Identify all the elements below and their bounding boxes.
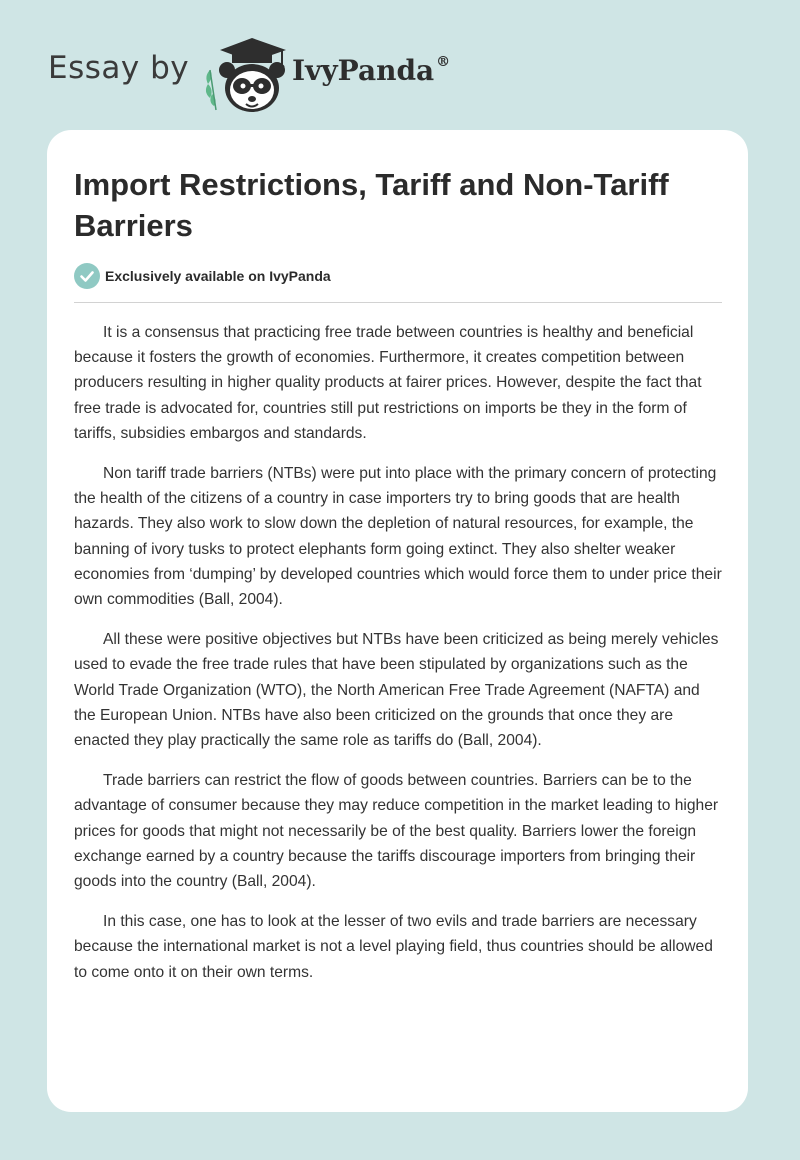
essay-body [74, 320, 724, 1000]
panda-graduate-icon [200, 36, 300, 116]
exclusive-badge [74, 263, 331, 289]
exclusive-badge-text: Exclusively available on IvyPanda [105, 268, 331, 284]
essay-by-label: Essay by [48, 50, 190, 86]
registered-mark: ® [436, 53, 451, 70]
brand-name: IvyPanda ® [292, 53, 451, 87]
site-header [48, 30, 608, 110]
paragraph: All these were positive objectives but NTBs have been criticized as being merely vehicles used to evade the free trade rules that have been stipulated by organizations such as the World Trade Organization (WTO), the North American Free Trade Agreement (NAFTA) and the European Union. NTBs have also been criticized on the grounds that once they are enacted they play practically the same role as tariffs do (Ball, 2004). [74, 631, 719, 750]
check-circle-icon [74, 263, 100, 289]
paragraph: In this case, one has to look at the lesser of two evils and trade barriers are necessary because the international market is not a level playing field, thus countries should be allowed to come onto it on their own terms. [74, 913, 713, 981]
divider [74, 302, 722, 303]
paragraph: Non tariff trade barriers (NTBs) were put into place with the primary concern of protecting the health of the citizens of a country in case importers try to bring goods that are health hazards. They also work to slow down the depletion of natural resources, for example, the banning of ivory tusks to protect elephants form going extinct. They also shelter weaker economies from ‘dumping’ by developed countries which would force them to under price their own commodities (Ball, 2004). [74, 465, 722, 609]
essay-card [47, 130, 748, 1112]
essay-title: Import Restrictions, Tariff and Non-Tariff Barriers [74, 167, 669, 243]
paragraph: Trade barriers can restrict the flow of goods between countries. Barriers can be to the advantage of consumer because they may reduce competition in the market leading to higher prices for goods that might not necessarily be of the best quality. Barriers lower the foreign exchange earned by a country because the tariffs discourage importers from bringing their goods into the country (Ball, 2004). [74, 772, 719, 891]
paragraph: It is a consensus that practicing free trade between countries is healthy and beneficial because it fosters the growth of economies. Furthermore, it creates competition between producers resulting in higher quality products at fairer prices. However, despite the fact that free trade is advocated for, countries still put restrictions on imports be they in the form of tariffs, subsidies embargos and standards. [74, 324, 702, 442]
